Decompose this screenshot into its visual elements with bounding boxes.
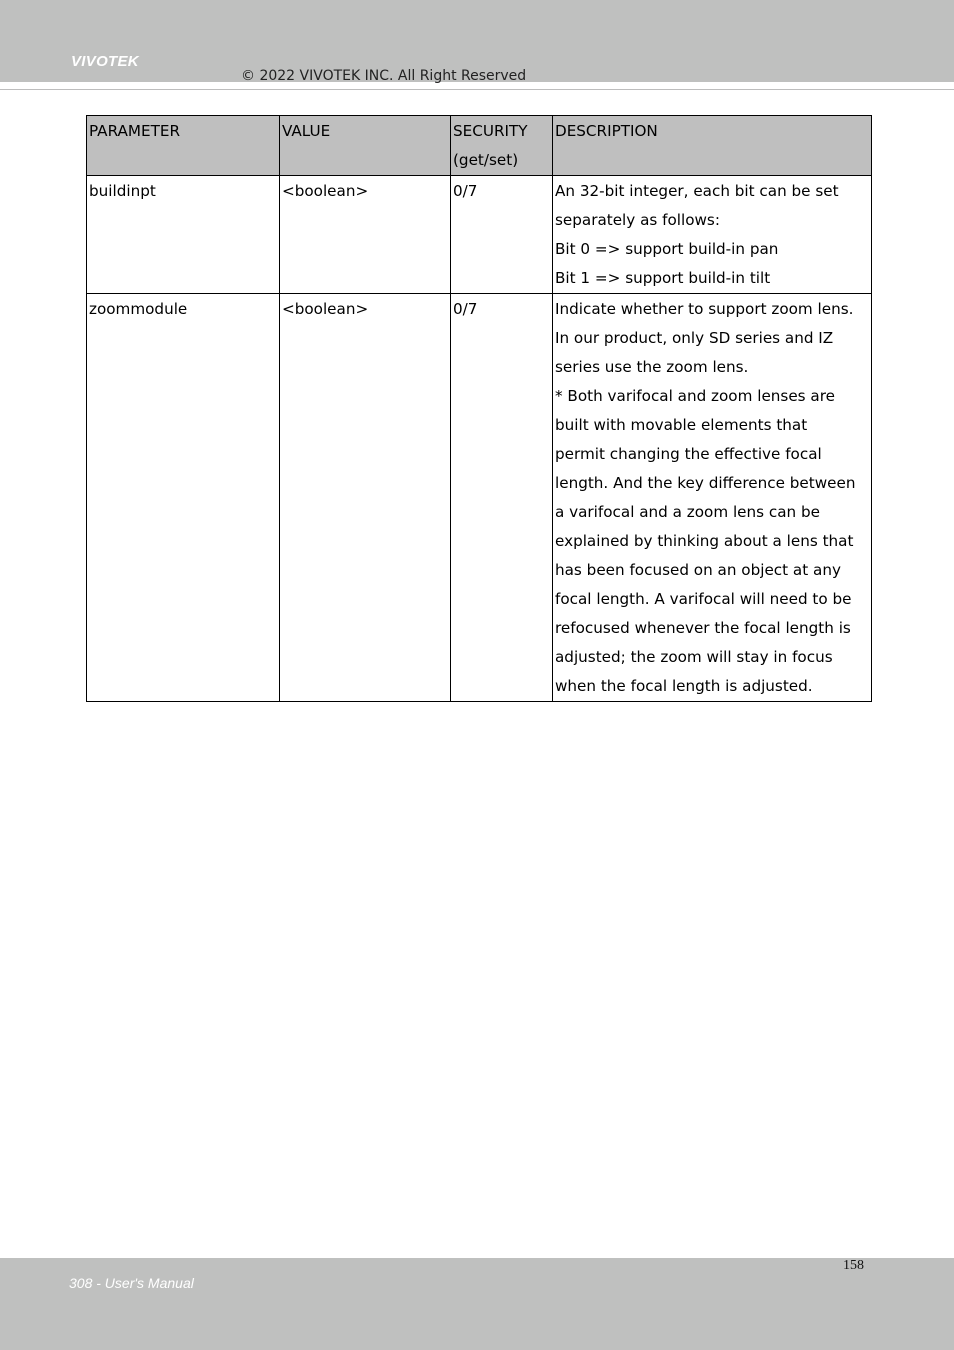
description-line: Bit 1 => support build-in tilt bbox=[555, 269, 771, 287]
description-line: length. And the key difference between bbox=[555, 474, 856, 492]
description-line: series use the zoom lens. bbox=[555, 358, 749, 376]
description-line: focal length. A varifocal will need to be bbox=[555, 590, 852, 608]
cell-description bbox=[553, 176, 872, 294]
column-header-description: DESCRIPTION bbox=[553, 116, 872, 176]
description-line: adjusted; the zoom will stay in focus bbox=[555, 648, 833, 666]
table-header-row bbox=[87, 116, 872, 176]
description-line: explained by thinking about a lens that bbox=[555, 532, 854, 550]
header-divider bbox=[0, 89, 954, 90]
copyright-notice: © 2022 VIVOTEK INC. All Right Reserved bbox=[241, 68, 527, 84]
cell-parameter: buildinpt bbox=[87, 176, 280, 294]
cell-description bbox=[553, 294, 872, 702]
description-line: a varifocal and a zoom lens can be bbox=[555, 503, 820, 521]
page-number: 158 bbox=[843, 1258, 864, 1273]
description-line: An 32-bit integer, each bit can be set bbox=[555, 182, 839, 200]
description-line: * Both varifocal and zoom lenses are bbox=[555, 387, 835, 405]
column-header-value: VALUE bbox=[280, 116, 451, 176]
description-line: separately as follows: bbox=[555, 211, 720, 229]
table-body bbox=[87, 176, 872, 702]
description-line: refocused whenever the focal length is bbox=[555, 619, 851, 637]
cell-security: 0/7 bbox=[451, 294, 553, 702]
description-line: built with movable elements that bbox=[555, 416, 808, 434]
parameter-table bbox=[86, 115, 872, 702]
column-header-parameter: PARAMETER bbox=[87, 116, 280, 176]
column-header-security-label: SECURITY bbox=[453, 122, 528, 140]
footer-band bbox=[0, 1258, 954, 1350]
description-line: when the focal length is adjusted. bbox=[555, 677, 813, 695]
manual-page-label: 308 - User's Manual bbox=[69, 1275, 194, 1291]
description-line: In our product, only SD series and IZ bbox=[555, 329, 834, 347]
column-header-security bbox=[451, 116, 553, 176]
description-line: permit changing the effective focal bbox=[555, 445, 822, 463]
column-header-security-sub: (get/set) bbox=[453, 151, 519, 169]
table-row bbox=[87, 294, 872, 702]
description-line: Indicate whether to support zoom lens. bbox=[555, 300, 854, 318]
description-line: has been focused on an object at any bbox=[555, 561, 841, 579]
table-row bbox=[87, 176, 872, 294]
cell-value: <boolean> bbox=[280, 176, 451, 294]
cell-security: 0/7 bbox=[451, 176, 553, 294]
brand-logo: VIVOTEK bbox=[71, 53, 139, 70]
description-line: Bit 0 => support build-in pan bbox=[555, 240, 779, 258]
cell-value: <boolean> bbox=[280, 294, 451, 702]
cell-parameter: zoommodule bbox=[87, 294, 280, 702]
